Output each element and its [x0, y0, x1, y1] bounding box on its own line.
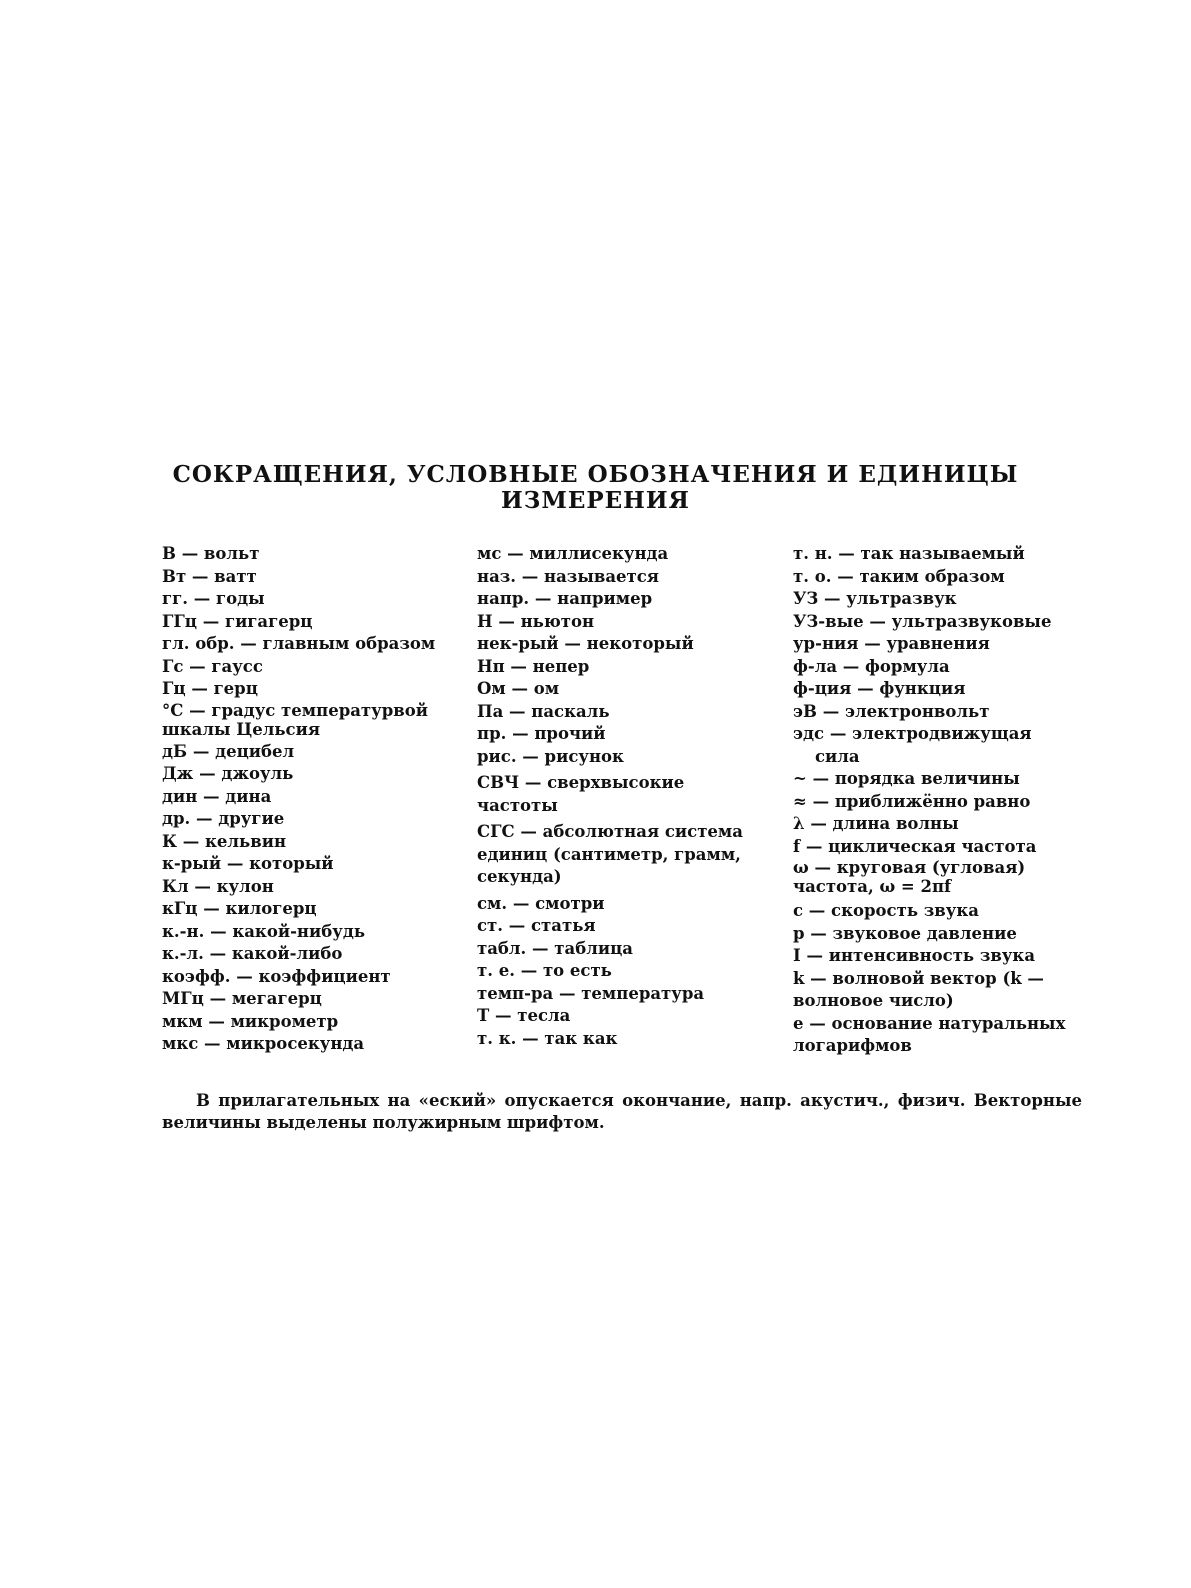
abbreviation-entry: пр. — прочий [477, 724, 606, 743]
abbreviation-entry: дин — дина [162, 786, 272, 806]
abbreviations-column-1 [162, 543, 457, 1056]
abbreviation-entry: Н — ньютон [477, 611, 595, 631]
abbreviation-entry: темп-ра — температура [477, 983, 705, 1003]
abbreviation-entry: к.-л. — какой-либо [162, 944, 343, 963]
abbreviation-entry: В — вольт [162, 544, 260, 563]
abbreviation-entry: ~ — порядка величины [793, 769, 1020, 788]
abbreviation-entry: эдс — электродвижущая [793, 724, 1032, 743]
abbreviation-entry: λ — длина волны [793, 814, 959, 833]
abbreviation-entry: °С — градус температурвой шкалы Цельсия [162, 700, 428, 739]
abbreviation-entry: коэфф. — коэффициент [162, 966, 391, 986]
abbreviation-entry: ≈ — приближённо равно [793, 791, 1031, 811]
abbreviation-entry: p — звуковое давление [793, 923, 1017, 943]
abbreviation-entry: СВЧ — сверхвысокие частоты [477, 773, 685, 815]
abbreviation-entry-continuation: логарифмов [793, 1036, 912, 1055]
abbreviation-entry: f — циклическая частота [793, 836, 1037, 856]
abbreviation-entry: дБ — децибел [162, 741, 295, 761]
page-title [0, 462, 1191, 514]
abbreviation-entry: Па — паскаль [477, 701, 610, 721]
abbreviations-column-3 [793, 543, 1083, 1058]
title-line-2: ИЗМЕРЕНИЯ [501, 487, 690, 514]
abbreviation-entry: ур-ния — уравнения [793, 634, 990, 653]
abbreviation-entry: Вт — ватт [162, 566, 257, 586]
abbreviation-entry: напр. — например [477, 589, 653, 608]
abbreviation-entry: мс — миллисекунда [477, 544, 669, 563]
abbreviation-entry: др. — другие [162, 809, 285, 828]
title-line-1: СОКРАЩЕНИЯ, УСЛОВНЫЕ ОБОЗНАЧЕНИЯ И ЕДИНИЦЫ [172, 461, 1019, 488]
abbreviation-entry: ф-ция — функция [793, 679, 966, 698]
abbreviation-entry: ф-ла — формула [793, 656, 950, 676]
abbreviation-entry: Гс — гаусс [162, 656, 263, 676]
abbreviation-entry: гг. — годы [162, 589, 265, 608]
abbreviation-entry: т. о. — таким образом [793, 566, 1005, 586]
abbreviation-entry: ω — круговая (угловая) частота, ω = 2πf [793, 858, 1026, 896]
abbreviation-entry: эВ — электронвольт [793, 701, 990, 721]
abbreviation-entry: k — волновой вектор (k — волновое число) [793, 968, 1044, 1010]
abbreviation-entry: т. к. — так как [477, 1028, 618, 1048]
abbreviation-entry: гл. обр. — главным образом [162, 634, 436, 653]
abbreviation-entry: наз. — называется [477, 566, 659, 586]
abbreviation-entry: рис. — рисунок [477, 746, 624, 766]
abbreviation-entry: Кл — кулон [162, 876, 274, 896]
abbreviation-entry: т. н. — так называемый [793, 544, 1025, 563]
abbreviation-entry: нек-рый — некоторый [477, 634, 694, 653]
abbreviation-entry: см. — смотри [477, 893, 605, 913]
abbreviation-entry: c — скорость звука [793, 901, 979, 920]
abbreviation-entry: К — кельвин [162, 831, 287, 851]
abbreviation-entry: табл. — таблица [477, 938, 633, 958]
abbreviation-entry: к.-н. — какой-нибудь [162, 921, 366, 941]
abbreviation-entry: к-рый — который [162, 854, 334, 873]
abbreviation-entry: Т — тесла [477, 1006, 571, 1025]
abbreviation-entry: УЗ-вые — ультразвуковые [793, 611, 1052, 631]
abbreviation-entry: УЗ — ультразвук [793, 589, 957, 608]
abbreviation-entry: Гц — герц [162, 679, 258, 698]
abbreviation-entry: ГГц — гигагерц [162, 611, 313, 631]
abbreviation-entry: мкм — микрометр [162, 1011, 339, 1031]
abbreviation-entry: Дж — джоуль [162, 764, 294, 783]
abbreviation-entry: МГц — мегагерц [162, 989, 322, 1008]
abbreviation-entry: e — основание натуральных [793, 1013, 1066, 1033]
abbreviation-entry: СГС — абсолютная система единиц (сантиметр, грамм, секунда) [477, 822, 743, 886]
abbreviation-entry: I — интенсивность звука [793, 946, 1036, 965]
abbreviation-entry-continuation: сила [815, 746, 860, 766]
abbreviations-column-2 [477, 543, 762, 1050]
abbreviation-entry: мкс — микросекунда [162, 1034, 365, 1053]
abbreviation-entry: Ом — ом [477, 679, 560, 698]
abbreviation-entry: ст. — статья [477, 916, 596, 935]
abbreviation-entry: кГц — килогерц [162, 899, 317, 918]
abbreviation-entry: т. е. — то есть [477, 961, 612, 980]
abbreviation-entry: Нп — непер [477, 656, 590, 676]
footnote: В прилагательных на «еский» опускается окончание, напр. акустич., физич. Векторные величины выделены полужирным шрифтом. [162, 1091, 1082, 1132]
